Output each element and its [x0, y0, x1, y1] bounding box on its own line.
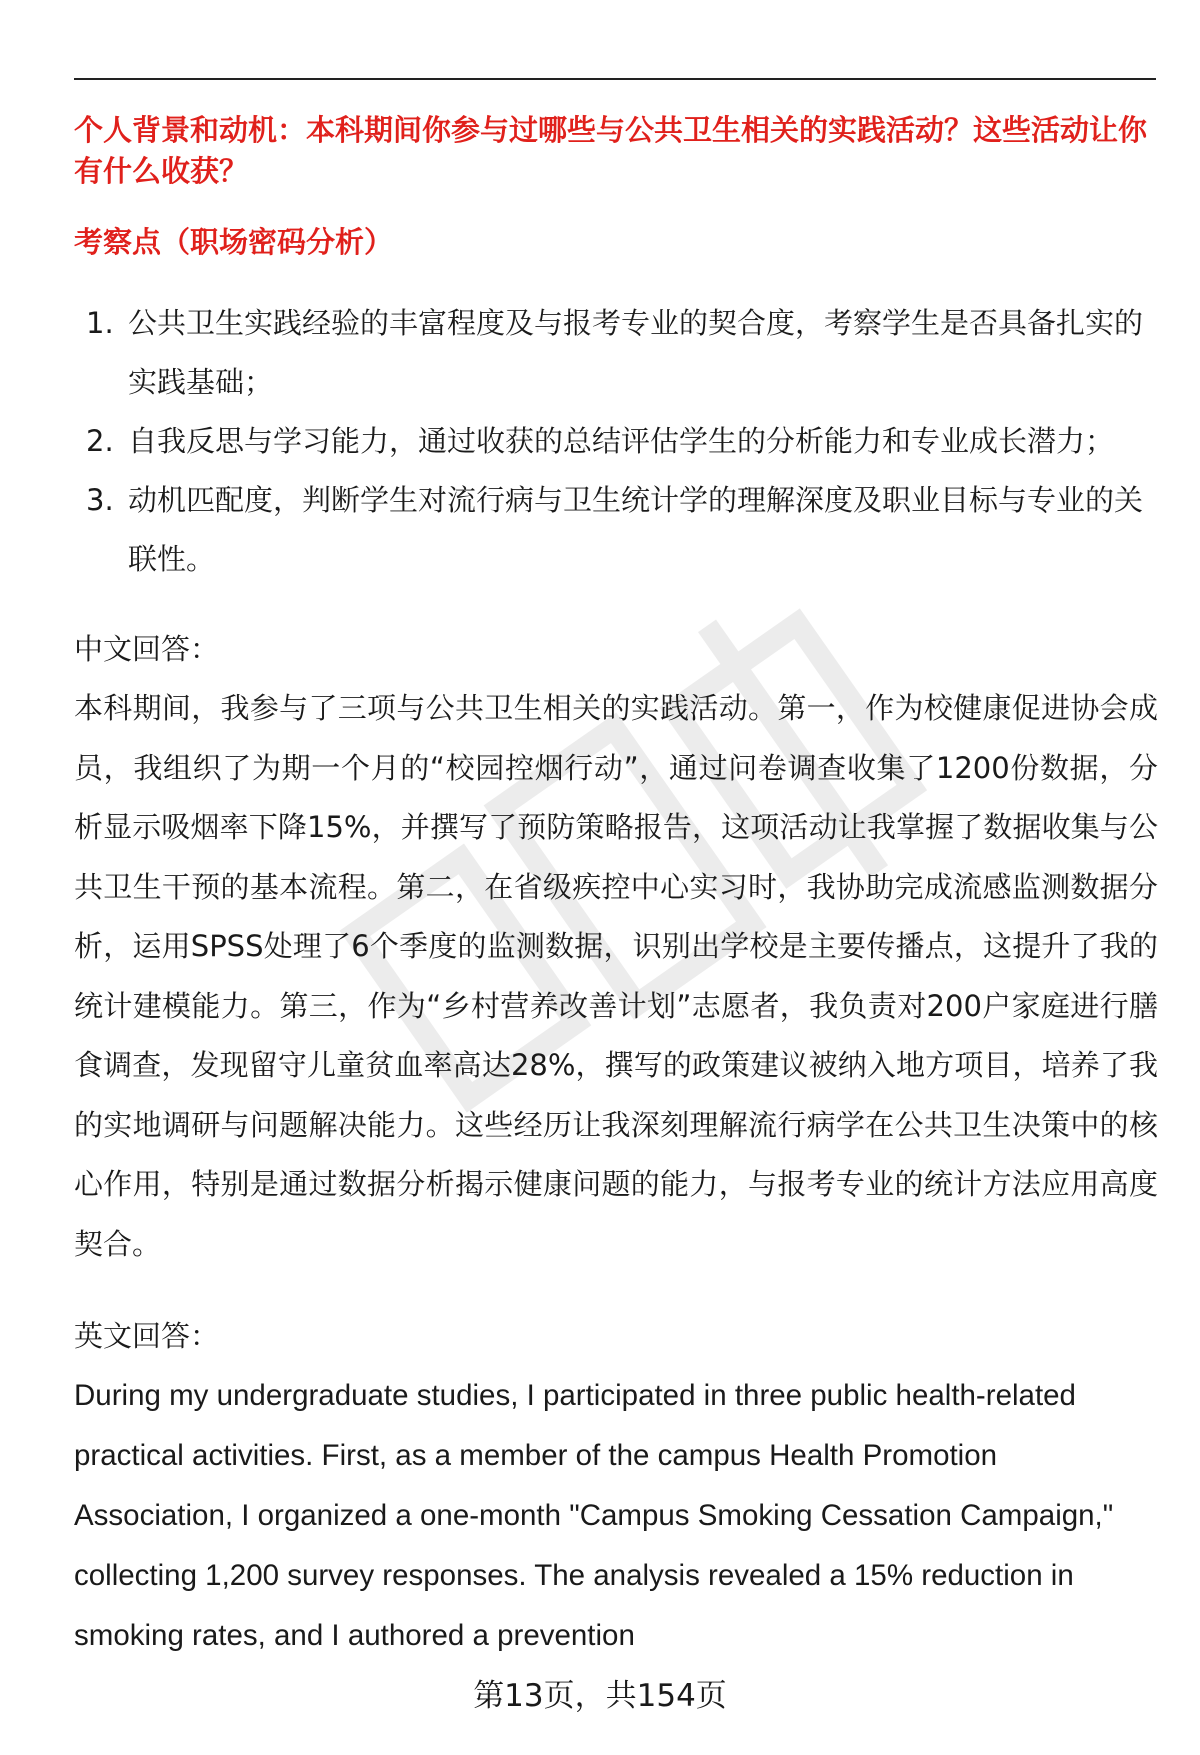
- top-divider: [74, 78, 1156, 80]
- list-item: [74, 412, 1156, 471]
- list-item: [74, 471, 1156, 589]
- key-points-heading: 考察点（职场密码分析）: [74, 225, 394, 259]
- list-item-text: 公共卫生实践经验的丰富程度及与报考专业的契合度，考察学生是否具备扎实的实践基础；: [128, 306, 1144, 399]
- chinese-answer-text: 本科期间，我参与了三项与公共卫生相关的实践活动。第一，作为校健康促进协会成员，我组织了为期一个月的“校园控烟行动”，通过问卷调查收集了1200份数据，分析显示吸烟率下降15%，并撰写了预防策略报告，这项活动让我掌握了数据收集与公共卫生干预的基本流程。第二，在省级疾控中心实习时，我协助完成流感监测数据分析，运用SPSS处理了6个季度的监测数据，识别出学校是主要传播点，这提升了我的统计建模能力。第三，作为“乡村营养改善计划”志愿者，我负责对200户家庭进行膳食调查，发现留守儿童贫血率高达28%，撰写的政策建议被纳入地方项目，培养了我的实地调研与问题解决能力。这些经历让我深刻理解流行病学在公共卫生决策中的核心作用，特别是通过数据分析揭示健康问题的能力，与报考专业的统计方法应用高度契合。: [74, 691, 1158, 1261]
- page-number: 第13页，共154页: [473, 1678, 727, 1714]
- english-answer-label: 英文回答：: [74, 1319, 220, 1353]
- key-points-list: [74, 294, 1156, 589]
- list-item-number: 1.: [86, 306, 114, 340]
- list-item-number: 2.: [86, 424, 114, 458]
- list-item-text: 自我反思与学习能力，通过收获的总结评估学生的分析能力和专业成长潜力；: [128, 424, 1115, 458]
- question-heading: 个人背景和动机：本科期间你参与过哪些与公共卫生相关的实践活动？这些活动让你有什么收获？: [74, 113, 1148, 188]
- chinese-answer-label: 中文回答：: [74, 632, 220, 666]
- list-item-text: 动机匹配度，判断学生对流行病与卫生统计学的理解深度及职业目标与专业的关联性。: [128, 483, 1144, 576]
- english-answer-text: During my undergraduate studies, I participated in three public health-related practical activities. First, as a member of the campus Health Promotion Association, I organized a one-month "Campus Smoking Cessation Campaign," collecting 1,200 survey responses. The analysis revealed a 15% reduction in smoking rates, and I authored a prevention: [74, 1379, 1114, 1652]
- list-item-number: 3.: [86, 483, 114, 517]
- list-item: [74, 294, 1156, 412]
